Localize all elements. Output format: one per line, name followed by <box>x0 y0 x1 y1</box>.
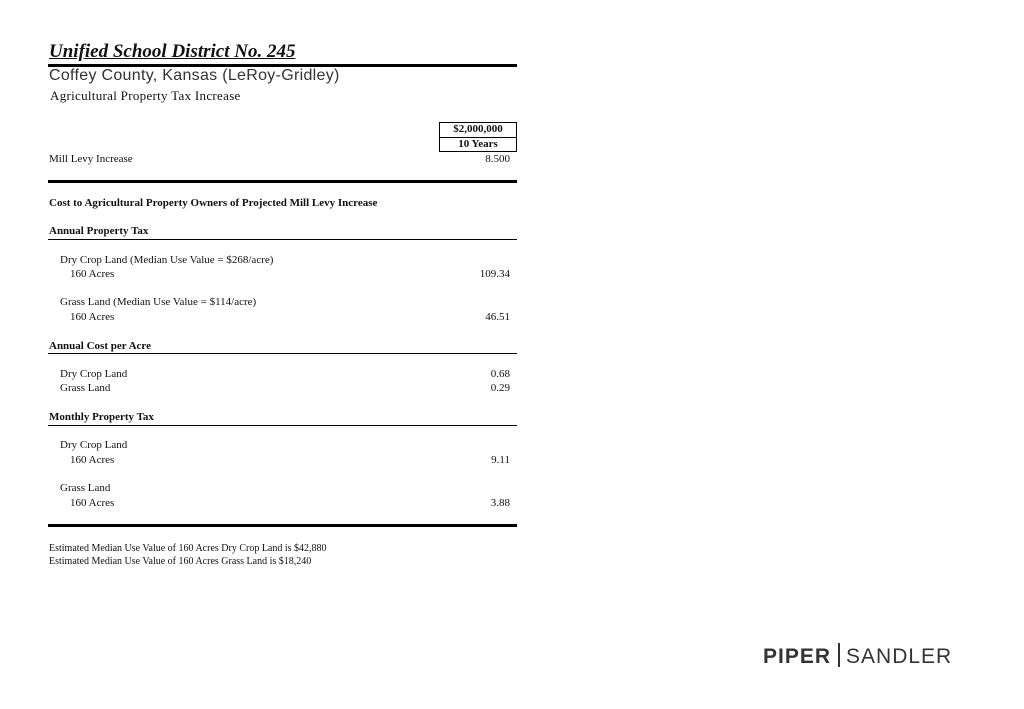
cost-per-acre-rule <box>48 353 517 354</box>
acre-grass-value: 0.29 <box>490 382 510 394</box>
monthly-grass-value: 3.88 <box>490 497 510 509</box>
monthly-tax-heading: Monthly Property Tax <box>49 411 154 423</box>
logo-right-text: SANDLER <box>846 645 953 668</box>
annual-grass-label: Grass Land (Median Use Value = $114/acre) <box>60 296 257 308</box>
annual-tax-heading: Annual Property Tax <box>49 225 149 237</box>
monthly-grass-label: Grass Land <box>60 482 111 494</box>
mill-levy-label: Mill Levy Increase <box>49 153 133 165</box>
document-title: Unified School District No. 245 <box>49 41 296 62</box>
logo-left-text: PIPER <box>763 645 832 668</box>
term-box: 10 Years <box>439 137 517 152</box>
section-rule <box>48 180 517 183</box>
cost-per-acre-heading: Annual Cost per Acre <box>49 340 151 352</box>
monthly-dry-label: Dry Crop Land <box>60 439 128 451</box>
logo-divider <box>838 643 840 667</box>
footnote-dry: Estimated Median Use Value of 160 Acres Dry Crop Land is $42,880 <box>49 543 327 554</box>
annual-dry-label: Dry Crop Land (Median Use Value = $268/acre) <box>60 254 274 266</box>
footnote-grass: Estimated Median Use Value of 160 Acres Grass Land is $18,240 <box>49 556 312 567</box>
acre-dry-label: Dry Crop Land <box>60 368 128 380</box>
monthly-tax-rule <box>48 425 517 426</box>
annual-dry-acres: 160 Acres <box>70 268 115 280</box>
cost-heading: Cost to Agricultural Property Owners of Projected Mill Levy Increase <box>49 197 378 209</box>
monthly-dry-value: 9.11 <box>491 454 510 466</box>
annual-grass-value: 46.51 <box>485 311 510 323</box>
county-subtitle: Coffey County, Kansas (LeRoy-Gridley) <box>49 67 340 84</box>
report-subtitle: Agricultural Property Tax Increase <box>50 88 241 103</box>
monthly-grass-acres: 160 Acres <box>70 497 115 509</box>
monthly-dry-acres: 160 Acres <box>70 454 115 466</box>
acre-dry-value: 0.68 <box>490 368 510 380</box>
annual-grass-acres: 160 Acres <box>70 311 115 323</box>
annual-tax-rule <box>48 239 517 240</box>
amount-box: $2,000,000 <box>439 122 517 138</box>
acre-grass-label: Grass Land <box>60 382 111 394</box>
annual-dry-value: 109.34 <box>479 268 510 280</box>
piper-sandler-logo <box>763 643 952 669</box>
mill-levy-value: 8.500 <box>485 153 510 165</box>
bottom-rule <box>48 524 517 527</box>
